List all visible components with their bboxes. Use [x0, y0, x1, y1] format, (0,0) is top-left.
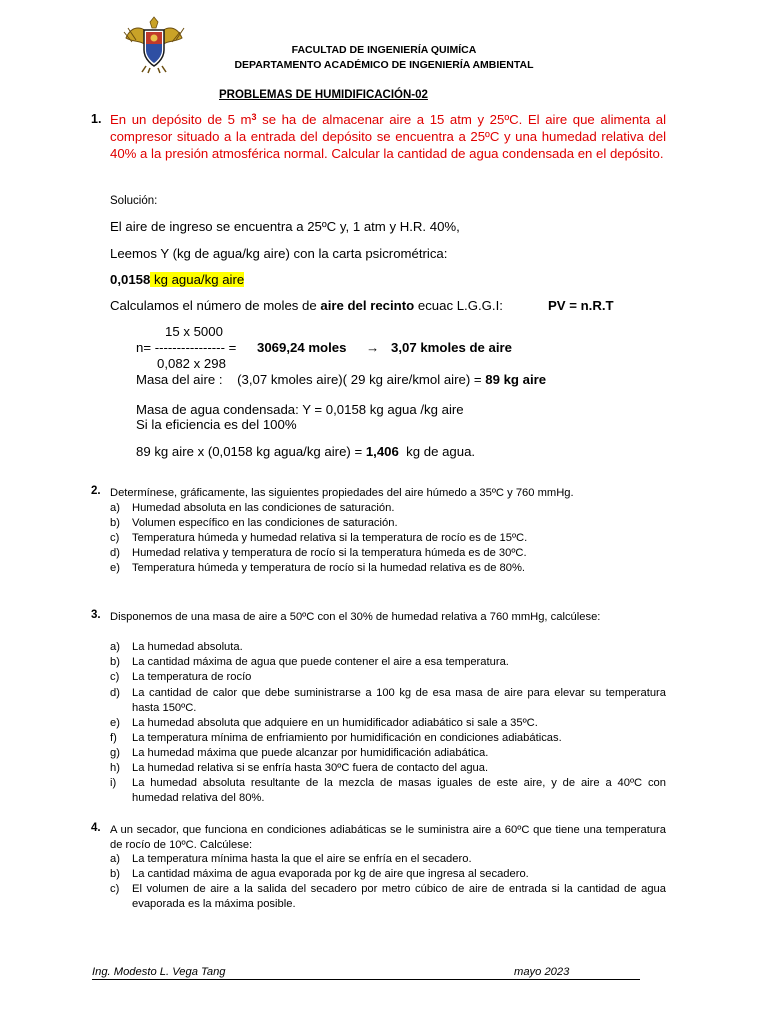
list-item-label: c): [110, 671, 120, 683]
list-item-text: La cantidad máxima de agua que puede contener el aire a esa temperatura.: [132, 656, 509, 668]
list-item-text: La temperatura mínima de enfriamiento por humidificación en condiciones adiabáticas.: [132, 732, 562, 744]
efficiency-line: Si la eficiencia es del 100%: [136, 417, 297, 432]
list-item: [110, 501, 666, 516]
footer: [92, 966, 640, 980]
list-item-label: b): [110, 656, 120, 668]
humidity-result: [110, 272, 244, 287]
list-item-text: La humedad absoluta.: [132, 641, 243, 653]
problem-1-text-a: En un depósito de 5 m: [110, 112, 252, 127]
list-item-text: Volumen específico en las condiciones de saturación.: [132, 517, 398, 529]
list-item: [110, 731, 666, 746]
moles-calc-text-2: ecuac L.G.G.I:: [414, 298, 503, 313]
list-item-label: c): [110, 532, 120, 544]
list-item-label: a): [110, 641, 120, 653]
list-item: [110, 640, 666, 655]
list-item: [110, 546, 666, 561]
condensed-water-line: Masa de agua condensada: Y = 0,0158 kg agua /kg aire: [136, 402, 464, 417]
arrow-icon: →: [366, 340, 380, 355]
list-item-text: La humedad máxima que puede alcanzar por humidificación adiabática.: [132, 747, 489, 759]
humidity-value: 0,0158: [110, 272, 151, 287]
problem-1-statement: [110, 111, 666, 162]
list-item: [110, 852, 666, 867]
list-item-text: La humedad absoluta resultante de la mezcla de masas iguales de este aire, y de aire a 40ºC con humedad relativa del 80%.: [132, 777, 666, 805]
list-item-text: Temperatura húmeda y temperatura de rocío si la humedad relativa es de 80%.: [132, 562, 526, 574]
list-item-text: El volumen de aire a la salida del secadero por metro cúbico de aire de entrada si la cantidad de agua evaporada es la máxima posible.: [132, 883, 666, 911]
faculty-name: FACULTAD DE INGENIERÍA QUIMÍCA: [291, 44, 477, 56]
list-item: [110, 670, 666, 685]
list-item-label: b): [110, 868, 120, 880]
list-item-text: Temperatura húmeda y humedad relativa si la temperatura de rocío es de 15ºC.: [132, 532, 528, 544]
solution-line-2: Leemos Y (kg de agua/kg aire) con la carta psicrométrica:: [110, 246, 448, 261]
air-mass-line: [136, 372, 546, 387]
list-item: [110, 516, 666, 531]
list-item-text: La temperatura mínima hasta la que el aire se enfría en el secadero.: [132, 853, 472, 865]
air-mass-result: 89 kg aire: [485, 372, 547, 387]
list-item-label: e): [110, 717, 120, 729]
list-item-text: Humedad absoluta en las condiciones de saturación.: [132, 502, 395, 514]
problem-4-number: 4.: [91, 822, 101, 834]
list-item: [110, 686, 666, 716]
list-item: [110, 761, 666, 776]
air-mass-text: Masa del aire : (3,07 kmoles aire)( 29 kg aire/kmol aire) =: [136, 372, 486, 387]
list-item-label: e): [110, 562, 120, 574]
list-item-text: La humedad relativa si se enfría hasta 30ºC fuera de contacto del agua.: [132, 762, 489, 774]
list-item: [110, 746, 666, 761]
fraction-numerator: 15 x 5000: [165, 324, 223, 339]
problem-3-number: 3.: [91, 609, 101, 621]
final-result-line: [136, 444, 475, 459]
list-item-text: La cantidad máxima de agua evaporada por kg de aire que ingresa al secadero.: [132, 868, 529, 880]
department-name: DEPARTAMENTO ACADÉMICO DE INGENIERÍA AMBIENTAL: [234, 59, 534, 71]
list-item: [110, 867, 666, 882]
list-item: [110, 716, 666, 731]
list-item: [110, 776, 666, 806]
fraction-line: n= ---------------- =: [136, 340, 237, 355]
list-item-label: a): [110, 853, 120, 865]
list-item-label: h): [110, 762, 120, 774]
final-result-text: 89 kg aire x (0,0158 kg agua/kg aire) =: [136, 444, 366, 459]
problem-2-statement: Determínese, gráficamente, las siguientes propiedades del aire húmedo a 35ºC y 760 mmHg.: [110, 487, 574, 499]
final-result-value: 1,406: [365, 444, 399, 459]
list-item-label: c): [110, 883, 120, 895]
fraction-denominator: 0,082 x 298: [157, 356, 226, 371]
moles-calc-bold: aire del recinto: [320, 298, 415, 313]
list-item-label: g): [110, 747, 120, 759]
list-item-label: a): [110, 502, 120, 514]
list-item: [110, 655, 666, 670]
final-result-unit: kg de agua.: [398, 444, 476, 459]
solution-line-1: El aire de ingreso se encuentra a 25ºC y, 1 atm y H.R. 40%,: [110, 219, 460, 234]
list-item-label: b): [110, 517, 120, 529]
humidity-unit: kg agua/kg aire: [150, 272, 245, 287]
moles-calc-line: [110, 298, 503, 313]
list-item-label: f): [110, 732, 117, 744]
list-item-label: d): [110, 687, 120, 699]
footer-underline: [92, 979, 640, 980]
list-item-text: Humedad relativa y temperatura de rocío si la temperatura húmeda es de 30ºC.: [132, 547, 527, 559]
problem-1-number: 1.: [91, 112, 102, 126]
page-title: PROBLEMAS DE HUMIDIFICACIÓN-02: [219, 89, 428, 101]
problem-4-statement: A un secador, que funciona en condiciones adiabáticas se le suministra aire a 60ºC que tiene una temperatura de rocío de 10ºC. Calcúlese:: [110, 824, 666, 852]
problem-1-text-b: se ha de almacenar aire a 15 atm y 25ºC. El aire que alimenta al compresor situado a la entrada del depósito se encuentra a 25ºC y una humedad relativa del 40% a la presión atmosférica normal. Calcular la cantidad de agua condensada en el depósito.: [110, 112, 667, 161]
list-item-text: La humedad absoluta que adquiere en un humidificador adiabático si sale a 35ºC.: [132, 717, 538, 729]
moles-calc-text: Calculamos el número de moles de: [110, 298, 321, 313]
list-item: [110, 561, 666, 576]
ideal-gas-equation: PV = n.R.T: [548, 298, 614, 313]
list-item: [110, 531, 666, 546]
solution-label: Solución:: [110, 195, 158, 207]
footer-author: Ing. Modesto L. Vega Tang: [92, 966, 226, 978]
moles-result: 3069,24 moles: [257, 340, 347, 355]
list-item-text: La cantidad de calor que debe suministrarse a 100 kg de esa masa de aire para elevar su temperatura hasta 150ºC.: [132, 687, 666, 715]
problem-2-number: 2.: [91, 485, 101, 497]
footer-date: mayo 2023: [514, 966, 570, 978]
list-item: [110, 882, 666, 912]
problem-3-statement: Disponemos de una masa de aire a 50ºC con el 30% de humedad relativa a 760 mmHg, calcúlese:: [110, 611, 601, 623]
list-item-label: d): [110, 547, 120, 559]
list-item-text: La temperatura de rocío: [132, 671, 252, 683]
list-item-label: i): [110, 777, 117, 789]
problem-1-superscript: 3: [251, 112, 257, 122]
kmoles-result: 3,07 kmoles de aire: [391, 340, 512, 355]
